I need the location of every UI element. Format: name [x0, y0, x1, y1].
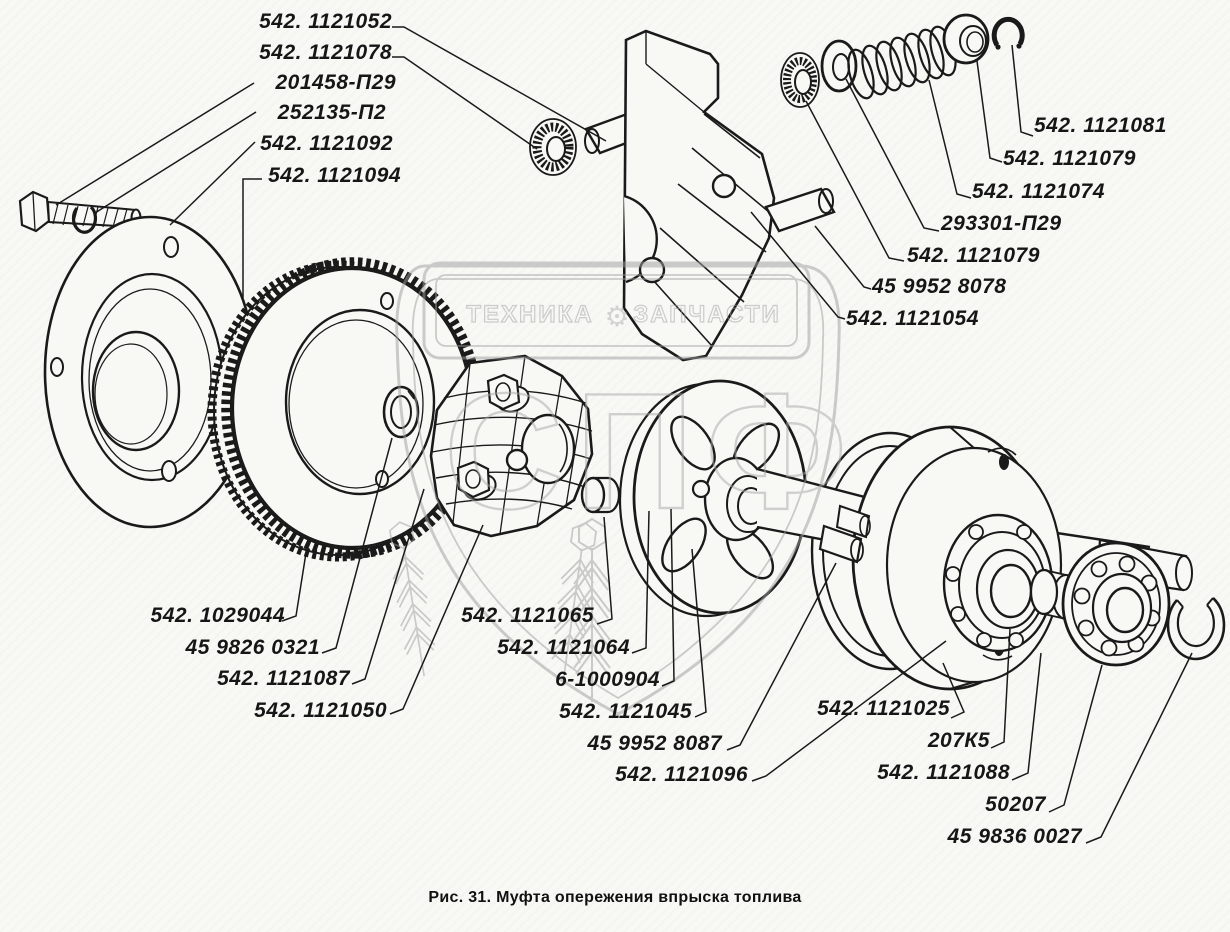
lower-pin-drawing: [766, 189, 834, 231]
part-label: 50207: [985, 793, 1046, 816]
knurled-seal-ring-drawing: [530, 119, 576, 175]
part-label: 6-1000904: [555, 668, 660, 691]
part-label: 542. 1121079: [907, 244, 1040, 267]
part-label: 542. 1121078: [259, 41, 392, 64]
part-label: 542. 1121025: [817, 697, 950, 720]
spring-cup-drawing: [944, 15, 988, 63]
c-clip-drawing: [994, 19, 1022, 49]
part-label: 542. 1121092: [260, 132, 393, 155]
part-label: 542. 1121081: [1034, 114, 1167, 137]
gear-icon: ⚙: [604, 301, 630, 332]
part-label: 542. 1121045: [559, 700, 692, 723]
part-label: 542. 1121064: [497, 636, 630, 659]
part-label: 542. 1121050: [254, 699, 387, 722]
snap-ring-drawing: [1168, 598, 1224, 659]
ball-bearing-drawing: [1063, 543, 1169, 665]
part-label: 45 9836 0027: [947, 825, 1082, 848]
part-label: 45 9826 0321: [185, 636, 320, 659]
part-label: 542. 1121088: [877, 761, 1010, 784]
part-label: 293301-П29: [941, 212, 1062, 235]
part-label: 252135-П2: [277, 101, 386, 124]
watermark-monogram: СПФ: [444, 359, 859, 543]
watermark-banner-right: ЗАПЧАСТИ: [633, 301, 781, 328]
part-label: 542. 1029044: [150, 604, 285, 627]
part-label: 542. 1121052: [259, 10, 392, 33]
part-label: 201458-П29: [275, 71, 396, 94]
part-label: 45 9952 8087: [587, 732, 722, 755]
flat-washer-drawing: [822, 41, 856, 91]
figure-caption: Рис. 31. Муфта опережения впрыска топлива: [428, 889, 802, 906]
part-label: 542. 1121094: [268, 164, 401, 187]
watermark-banner-left: ТЕХНИКА: [466, 301, 594, 328]
part-label: 542. 1121074: [972, 180, 1105, 203]
part-label: 45 9952 8078: [872, 275, 1007, 298]
part-label: 207К5: [927, 729, 990, 752]
part-label: 542. 1121054: [846, 307, 979, 330]
part-label: 542. 1121096: [615, 763, 748, 786]
part-label: 542. 1121065: [461, 604, 594, 627]
part-label: 542. 1121087: [217, 667, 350, 690]
knurled-washer-drawing: [781, 53, 819, 107]
part-label: 542. 1121079: [1003, 147, 1136, 170]
